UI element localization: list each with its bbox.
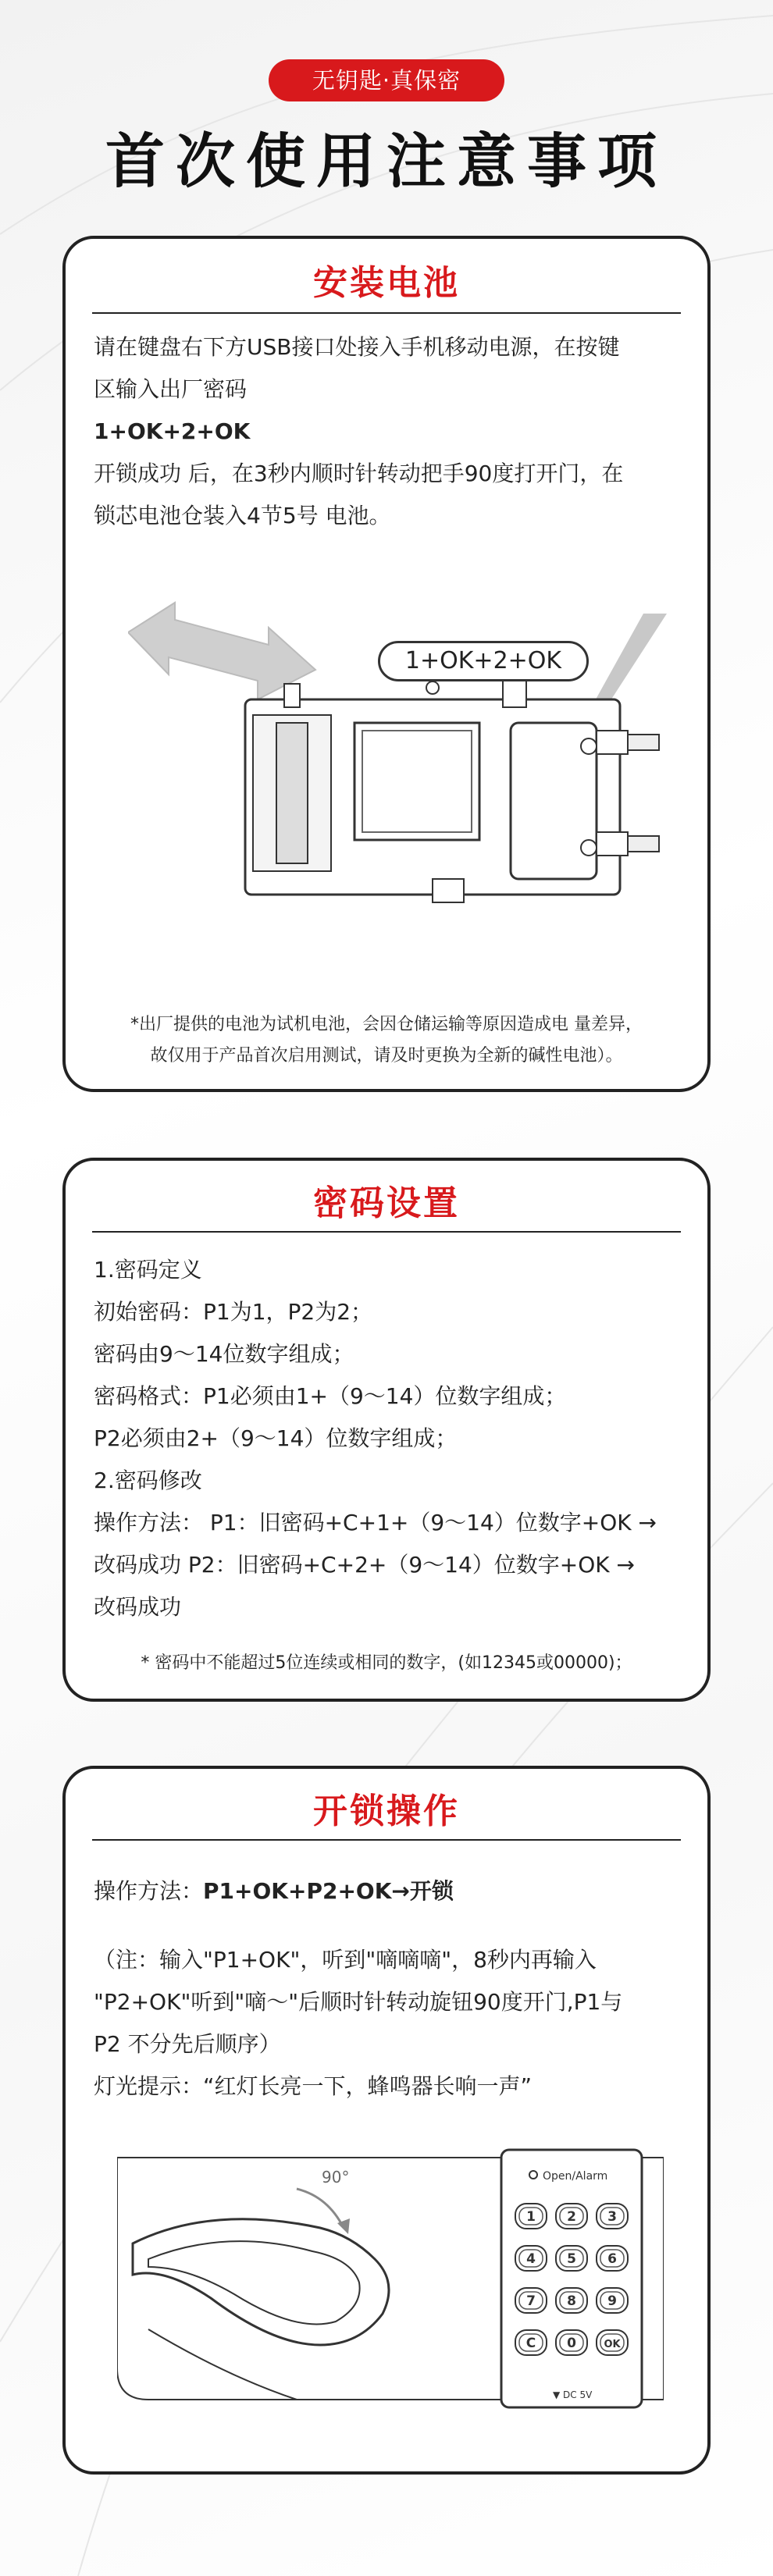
svg-text:2: 2 <box>567 2209 576 2225</box>
battery-note-line-2: 故仅用于产品首次启用测试，请及时更换为全新的碱性电池）。 <box>150 1046 623 1066</box>
battery-install-diagram <box>128 582 690 926</box>
battery-note-line-1: *出厂提供的电池为试机电池，会因仓储运输等原因造成电 量差异， <box>130 1015 643 1034</box>
battery-line-5: 锁芯电池仓装入4节5号 电池。 <box>94 503 391 528</box>
unlock-method-prefix: 操作方法： <box>94 1878 204 1904</box>
password-line-9: 改码成功 <box>94 1594 182 1620</box>
keypad-key-6 <box>597 2246 628 2271</box>
password-line-1: 1.密码定义 <box>94 1257 202 1283</box>
battery-line-2: 区输入出厂密码 <box>94 376 248 402</box>
unlock-section-title: 开锁操作 <box>313 1791 460 1831</box>
slogan-badge: 无钥匙·真保密 <box>269 59 504 101</box>
battery-section-title: 安装电池 <box>313 263 460 303</box>
password-line-8: 改码成功 P2：旧密码+C+2+（9～14）位数字+OK → <box>94 1552 636 1578</box>
rotation-angle-label: 90° <box>322 2168 350 2186</box>
keypad-key-ok <box>597 2330 628 2355</box>
open-alarm-label: Open/Alarm <box>543 2170 608 2183</box>
password-section <box>62 1158 711 1702</box>
password-line-7: 操作方法： P1：旧密码+C+1+（9～14）位数字+OK → <box>94 1510 657 1535</box>
lock-keypad-diagram <box>117 2142 664 2439</box>
keypad-key-0 <box>556 2330 587 2355</box>
unlock-note-line-3: P2 不分先后顺序） <box>94 2031 281 2057</box>
page-title: 首次使用注意事项 <box>105 126 668 196</box>
light-hint-line: 灯光提示：“红灯长亮一下，蜂鸣器长响一声” <box>94 2073 533 2099</box>
svg-text:9: 9 <box>607 2293 617 2309</box>
usb-port-label: ▼ DC 5V <box>553 2389 593 2400</box>
svg-text:4: 4 <box>526 2251 536 2267</box>
keypad-key-4 <box>515 2246 547 2271</box>
unlock-instructions <box>94 1870 684 2108</box>
svg-text:5: 5 <box>567 2251 576 2267</box>
svg-text:7: 7 <box>526 2293 536 2309</box>
keypad-key-1 <box>515 2204 547 2229</box>
keypad-key-3 <box>597 2204 628 2229</box>
password-section-title: 密码设置 <box>313 1183 460 1223</box>
password-sequence-badge: 1+OK+2+OK <box>378 641 589 681</box>
unlock-method-line <box>94 1870 684 1912</box>
battery-title-divider <box>92 312 681 314</box>
unlock-title-divider <box>92 1839 681 1841</box>
keypad-key-c <box>515 2330 547 2355</box>
svg-text:6: 6 <box>607 2251 617 2267</box>
keypad-key-2 <box>556 2204 587 2229</box>
password-title-divider <box>92 1231 681 1233</box>
keypad-key-8 <box>556 2288 587 2313</box>
unlock-note-line-1: （注：输入"P1+OK"，听到"嘀嘀嘀"，8秒内再输入 <box>94 1947 597 1973</box>
battery-line-4: 开锁成功 后，在3秒内顺时针转动把手90度打开门，在 <box>94 461 624 486</box>
password-line-2: 初始密码：P1为1，P2为2； <box>94 1299 373 1325</box>
svg-text:3: 3 <box>607 2209 617 2225</box>
password-line-3: 密码由9～14位数字组成； <box>94 1341 354 1367</box>
unlock-note-line-2: "P2+OK"听到"嘀～"后顺时针转动旋钮90度开门,P1与 <box>94 1989 623 2015</box>
svg-text:8: 8 <box>567 2293 576 2309</box>
unlock-method-sequence: P1+OK+P2+OK→开锁 <box>203 1878 454 1904</box>
svg-text:C: C <box>525 2336 536 2351</box>
keypad-key-5 <box>556 2246 587 2271</box>
svg-text:0: 0 <box>567 2336 576 2351</box>
keypad-key-9 <box>597 2288 628 2313</box>
svg-text:OK: OK <box>604 2339 621 2350</box>
password-line-4: 密码格式：P1必须由1+（9～14）位数字组成； <box>94 1383 567 1409</box>
password-note: * 密码中不能超过5位连续或相同的数字，(如12345或00000)； <box>141 1653 632 1673</box>
battery-section <box>62 236 711 1092</box>
unlock-section <box>62 1766 711 2475</box>
battery-line-1: 请在键盘右下方USB接口处接入手机移动电源，在按键 <box>94 334 620 360</box>
factory-password: 1+OK+2+OK <box>94 418 251 444</box>
svg-text:1: 1 <box>526 2209 536 2225</box>
password-instructions <box>94 1249 684 1628</box>
battery-note <box>89 1009 684 1072</box>
keypad-key-7 <box>515 2288 547 2313</box>
password-line-5: P2必须由2+（9～14）位数字组成； <box>94 1425 458 1451</box>
password-line-6: 2.密码修改 <box>94 1468 202 1493</box>
battery-instructions <box>94 326 684 537</box>
